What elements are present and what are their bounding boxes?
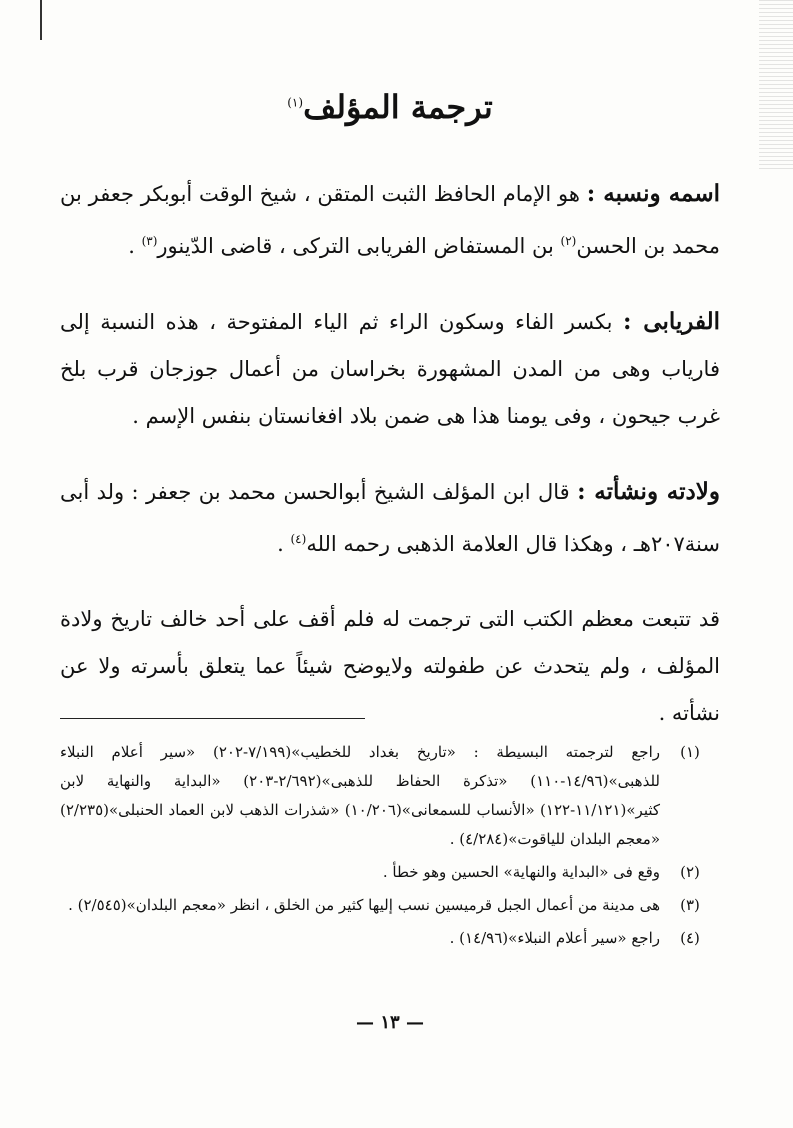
footnote-text: راجع «سير أعلام النبلاء»(١٤/٩٦) . (449, 929, 660, 947)
scan-edge-noise (759, 0, 793, 170)
paragraph-name-lineage: اسمه ونسبه : هو الإمام الحافظ الثبت المتقن ، شيخ الوقت أبوبكر جعفر بن محمد بن الحسن$^{(٢)}$ بن المستفاض الفريابى التركى ، قاضى الدّينور$^{(٣)}$ . (60, 180, 720, 258)
footnote-1 (60, 738, 720, 854)
page-number: — ١٣ — (356, 1012, 424, 1033)
footnote-number: (٣) (680, 896, 700, 914)
heading-name-lineage: اسمه ونسبه : (586, 180, 720, 207)
scan-edge-line (40, 0, 42, 40)
footnote-number: (٢) (680, 863, 700, 881)
page-title (60, 88, 720, 126)
footnote-ref-4: (٤) (290, 532, 307, 546)
footnote-ref-2: (٢) (560, 234, 577, 248)
footnote-number: (٤) (680, 929, 700, 947)
footnote-text: راجع لترجمته البسيطة : «تاريخ بغداد للخطيب»(٧/١٩٩-٢٠٢) «سير أعلام النبلاء للذهبى»(١٤/٩٦-١١٠) «تذكرة الحفاظ للذهبى»(٢/٦٩٢-٢٠٣) «البداية والنهاية لابن كثير»(١١/١٢١-١٢٢) «الأنساب للسمعانى»(١٠/٢٠٦) «شذرات الذهب لابن العماد الحنبلى»(٢/٢٣٥) «معجم البلدان للياقوت»(٤/٢٨٤) . (60, 743, 661, 848)
paragraph-firyabi: الفريابى : بكسر الفاء وسكون الراء ثم الياء المفتوحة ، هذه النسبة إلى فارياب وهى من المدن المشهورة بخراسان من أعمال جوزجان قرب بلخ غرب جيحون ، وفى يومنا هذا هى ضمن بلاد افغانستان بنفس الإسم . (60, 308, 720, 428)
title-footnote-ref: (١) (287, 95, 304, 110)
footnote-2 (60, 858, 720, 887)
book-page (60, 0, 720, 1128)
footnote-text: هى مدينة من أعمال الجبل قرميسين نسب إليها كثير من الخلق ، انظر «معجم البلدان»(٢/٥٤٥) . (68, 896, 660, 914)
heading-firyabi: الفريابى : (622, 308, 720, 335)
main-text (60, 170, 720, 765)
title-text: ترجمة المؤلف (303, 88, 493, 126)
footnote-text: وقع فى «البداية والنهاية» الحسين وهو خطأ . (382, 863, 660, 881)
heading-birth: ولادته ونشأته : (577, 478, 720, 505)
paragraph-sources: قد تتبعت معظم الكتب التى ترجمت له فلم أقف على أحد خالف تاريخ ولادة المؤلف ، ولم يتحدث عن طفولته ولايوضح شيئاً عما يتعلق بأسرته ولا عن نشأته . (60, 607, 720, 725)
footnote-ref-3: (٣) (141, 234, 158, 248)
footnote-number: (١) (680, 743, 700, 761)
footnotes (60, 738, 720, 957)
footnote-3 (60, 891, 720, 920)
footnote-4 (60, 924, 720, 953)
footnote-divider (60, 718, 365, 719)
paragraph-birth: ولادته ونشأته : قال ابن المؤلف الشيخ أبوالحسن محمد بن جعفر : ولد أبى سنة٢٠٧هـ ، وهكذا قال العلامة الذهبى رحمه الله$^{(٤)}$ . (60, 478, 720, 556)
